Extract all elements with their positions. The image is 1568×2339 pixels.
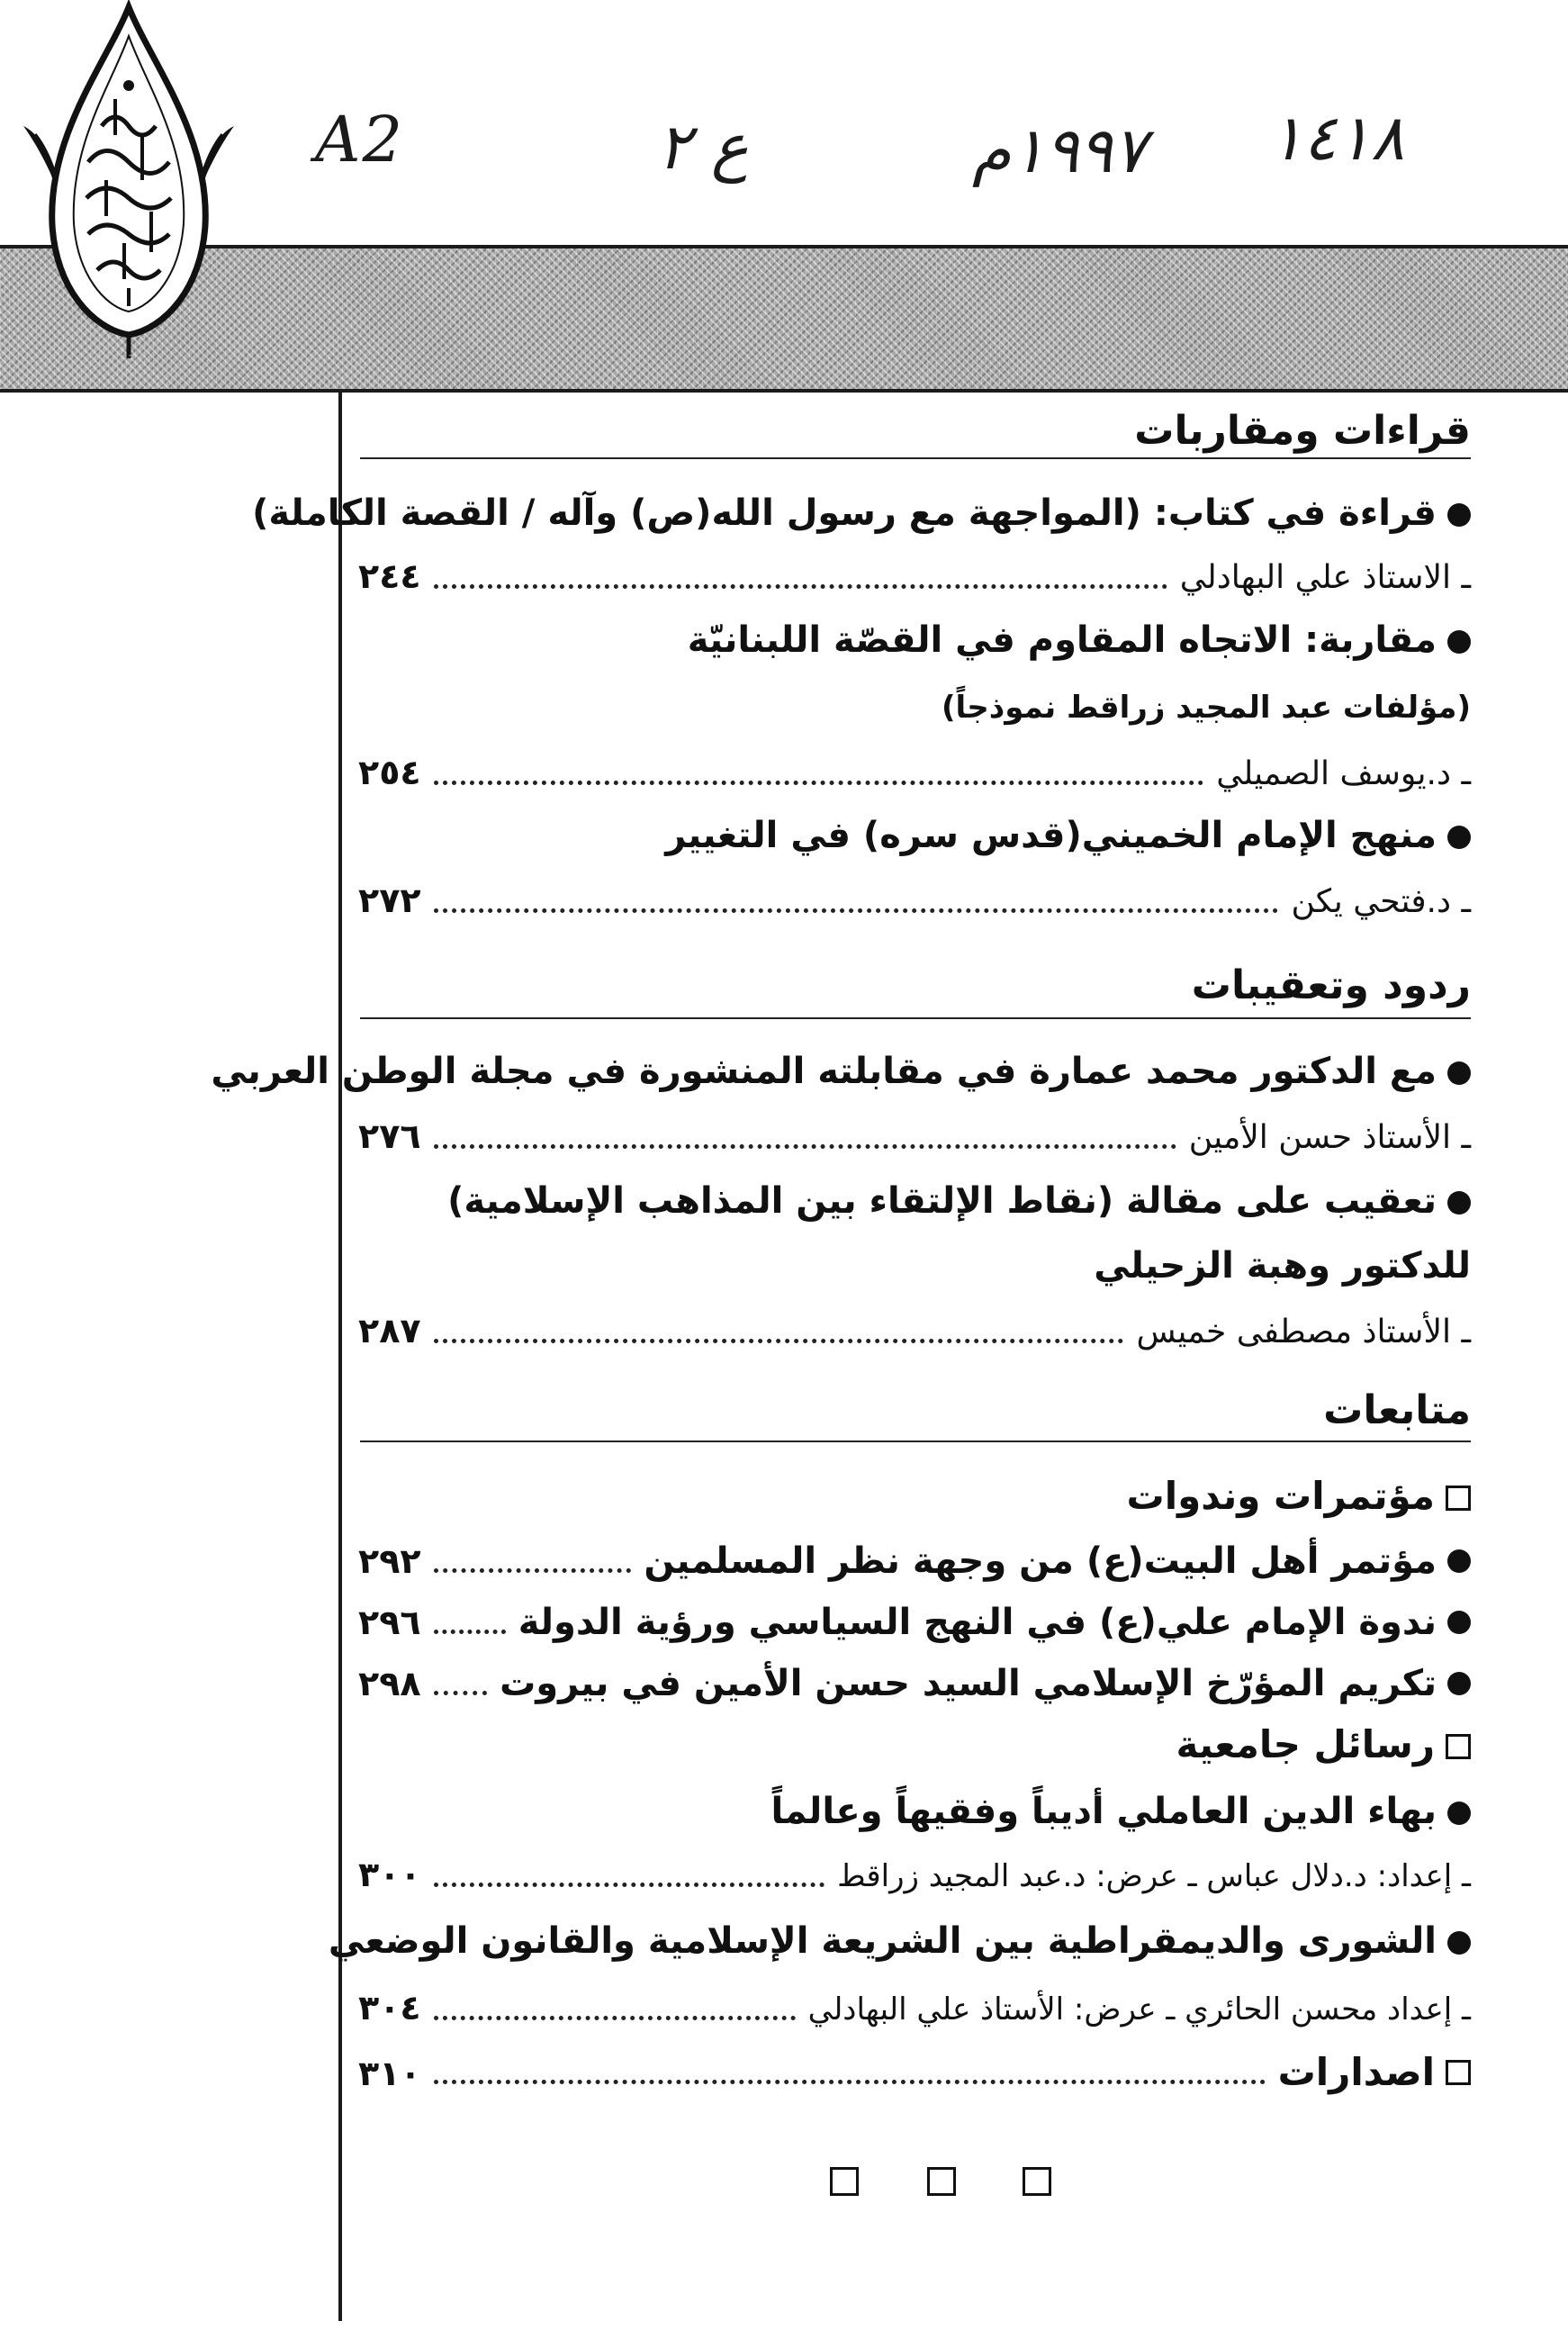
toc-entry[interactable] <box>358 2047 1471 2099</box>
article-subtitle: (مؤلفات عبد المجيد زراقط نموذجاً) <box>941 690 1471 726</box>
article-title <box>665 810 1471 861</box>
article-title-text: قراءة في كتاب: (المواجهة مع رسول الله(ص) وآله / القصة الكاملة) <box>252 492 1437 534</box>
entry-author: ـ د.فتحي يكن <box>1291 883 1471 920</box>
header-bottom-rule <box>0 389 1568 393</box>
dot-leader <box>434 584 1167 589</box>
end-ornament <box>0 2167 1568 2203</box>
page-number: ٢٨٧ <box>358 1311 421 1350</box>
bullet-icon <box>1447 1061 1471 1085</box>
toc-entry[interactable] <box>358 1111 1471 1163</box>
page-number: ٢٧٢ <box>358 881 421 920</box>
dot-leader <box>434 1630 506 1634</box>
article-title-text: منهج الإمام الخميني(قدس سره) في التغيير <box>665 815 1437 856</box>
entry-author: ـ د.يوسف الصميلي <box>1216 755 1471 792</box>
bullet-icon <box>1447 1611 1471 1634</box>
bullet-icon <box>1447 1549 1471 1573</box>
handwritten-issue: ع ٢ <box>657 110 749 184</box>
section-title-readings: قراءات ومقاربات <box>1134 408 1471 454</box>
article-title <box>211 1046 1471 1097</box>
toc-entry[interactable] <box>358 1597 1471 1648</box>
toc-entry[interactable] <box>358 551 1471 603</box>
square-bullet-icon <box>1446 2060 1471 2085</box>
square-bullet-icon <box>1446 1486 1471 1511</box>
page-number: ٢٩٦ <box>358 1603 421 1642</box>
square-bullet-icon <box>1446 1734 1471 1759</box>
bullet-icon <box>1447 1931 1471 1955</box>
page-number: ٣٠٤ <box>358 1988 421 2027</box>
section-title-followups: متابعات <box>1323 1387 1471 1433</box>
bullet-icon <box>1447 630 1471 654</box>
subsection-heading-text: رسائل جامعية <box>1176 1722 1435 1766</box>
entry-title: ندوة الإمام علي(ع) في النهج السياسي ورؤية الدولة <box>518 1602 1437 1643</box>
toc-entry[interactable] <box>358 1305 1471 1358</box>
article-title <box>252 488 1471 538</box>
article-subtitle: للدكتور وهبة الزحيلي <box>1094 1245 1471 1287</box>
bullet-icon <box>1447 1802 1471 1825</box>
dot-leader <box>434 1339 1124 1343</box>
dot-leader <box>434 908 1279 913</box>
entry-author: ـ الأستاذ حسن الأمين <box>1188 1119 1471 1156</box>
calligraphy-logo-icon <box>16 0 241 360</box>
bullet-icon <box>1447 1191 1471 1215</box>
toc-entry[interactable] <box>358 1658 1471 1709</box>
dot-leader <box>434 1691 488 1695</box>
article-title <box>688 615 1471 665</box>
subsection-heading-text: مؤتمرات وندوات <box>1126 1474 1435 1518</box>
article-title-text: بهاء الدين العاملي أديباً وفقيهاً وعالماً <box>770 1791 1437 1832</box>
handwritten-code: A2 <box>315 103 405 176</box>
section-rule <box>360 1017 1471 1019</box>
section-rule <box>360 457 1471 459</box>
dot-leader <box>434 2016 796 2020</box>
article-title-text: تعقيب على مقالة (نقاط الإلتقاء بين المذاهب الإسلامية) <box>447 1180 1437 1222</box>
entry-title: تكريم المؤرّخ الإسلامي السيد حسن الأمين في بيروت <box>500 1663 1437 1704</box>
entry-author: ـ إعداد: د.دلال عباس ـ عرض: د.عبد المجيد زراقط <box>837 1858 1471 1894</box>
dot-leader <box>434 1144 1176 1149</box>
section-title-replies: ردود وتعقيبات <box>1191 962 1471 1008</box>
entry-title: اصدارات <box>1277 2050 1435 2094</box>
handwritten-year: ١٩٩٧م <box>972 113 1147 187</box>
dot-leader <box>434 1568 632 1573</box>
toc-entry[interactable] <box>358 1536 1471 1586</box>
toc-entry[interactable] <box>358 747 1471 799</box>
bullet-icon <box>1447 503 1471 527</box>
entry-author: ـ الأستاذ مصطفى خميس <box>1136 1314 1471 1350</box>
page-number: ٣٠٠ <box>358 1855 421 1894</box>
side-vertical-rule <box>338 393 342 2321</box>
logo-text: المنطلق <box>129 355 135 357</box>
article-title <box>770 1786 1471 1837</box>
article-title-text: مقاربة: الاتجاه المقاوم في القصّة اللبنانيّة <box>687 619 1437 661</box>
subsection-heading <box>1176 1720 1472 1770</box>
bullet-icon <box>1447 826 1471 849</box>
square-ornament-icon <box>1023 2167 1051 2196</box>
dot-leader <box>434 1883 825 1887</box>
page-number: ٢٩٨ <box>358 1664 421 1703</box>
page-number: ٢٥٤ <box>358 753 421 792</box>
article-title-text: مع الدكتور محمد عمارة في مقابلته المنشورة في مجلة الوطن العربي <box>211 1051 1437 1092</box>
section-rule <box>360 1440 1471 1442</box>
page-number: ٢٩٢ <box>358 1541 421 1581</box>
entry-author: ـ الاستاذ علي البهادلي <box>1179 559 1471 596</box>
toc-entry[interactable] <box>358 875 1471 927</box>
article-title <box>329 1916 1471 1966</box>
entry-author: ـ إعداد محسن الحائري ـ عرض: الأستاذ علي البهادلي <box>807 1991 1471 2027</box>
bullet-icon <box>1447 1672 1471 1695</box>
article-title-text: الشورى والديمقراطية بين الشريعة الإسلامية والقانون الوضعي <box>328 1920 1437 1962</box>
toc-entry[interactable] <box>358 1982 1471 2035</box>
square-ornament-icon <box>927 2167 956 2196</box>
subsection-heading <box>1127 1471 1471 1522</box>
dot-leader <box>434 2080 1266 2084</box>
dot-leader <box>434 781 1204 785</box>
toc-entry[interactable] <box>358 1849 1471 1901</box>
article-title <box>447 1176 1471 1226</box>
entry-title: مؤتمر أهل البيت(ع) من وجهة نظر المسلمين <box>644 1540 1437 1582</box>
square-ornament-icon <box>830 2167 859 2196</box>
page-number: ٢٤٤ <box>358 556 421 596</box>
page-number: ٣١٠ <box>358 2054 421 2093</box>
handwritten-hijri: ١٤١٨ <box>1269 101 1405 175</box>
page-number: ٢٧٦ <box>358 1116 421 1156</box>
